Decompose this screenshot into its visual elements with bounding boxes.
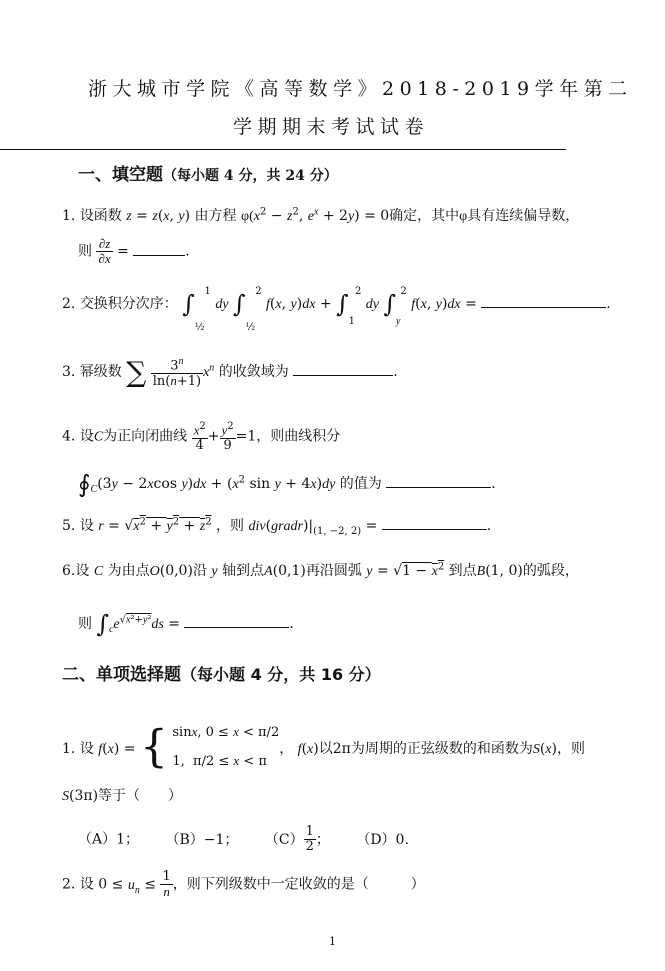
- question-text: ，则: [556, 741, 585, 757]
- question-text: 再沿圆弧: [305, 563, 362, 579]
- s1-question-1-answer: 则 $\frac{\partial z}{\partial x}$ = .: [78, 236, 190, 266]
- partial-derivative-fraction: $\frac{\partial z}{\partial x}$: [98, 236, 111, 266]
- question-text: 交换积分次序：: [79, 296, 178, 312]
- section1-title: 一、填空题: [78, 165, 163, 185]
- section1-heading: [78, 160, 338, 185]
- question-text: 到点: [448, 563, 477, 579]
- question-text: 的弧段，: [522, 563, 579, 579]
- page-title-line2: 学期期末考试试卷: [233, 116, 430, 138]
- question-number: 1.: [62, 741, 76, 757]
- s1-question-5: 5. 设 $r = √x^2 + y^2 + z^2$ ，则 $div(gradr)|_{(1, -2, 2)}$ = .: [62, 516, 492, 537]
- question-text: 幂级数: [79, 364, 122, 381]
- answer-blank[interactable]: [481, 293, 606, 308]
- question-text: 则: [78, 243, 92, 260]
- question-text: 以: [318, 741, 333, 757]
- question-text: 则: [78, 616, 92, 632]
- question-number: 2.: [62, 876, 76, 893]
- s1-question-4-integral: $∮_C(3y - 2xcos$ $y)dx + (x^2$ sin y + 4x)dy 的值为 .: [78, 470, 496, 498]
- question-number: 4.: [62, 428, 76, 445]
- question-text: ，则下列级数中一定收敛的是（ ）: [172, 876, 425, 893]
- section2-heading: [62, 660, 381, 685]
- question-text: ，则曲线积分: [256, 428, 341, 445]
- question-text: 设: [79, 428, 94, 445]
- option-c[interactable]: （C） $\frac{1}{2}$ ；: [264, 824, 330, 854]
- title-divider: [0, 149, 566, 150]
- question-text: 的值为: [339, 476, 382, 492]
- question-text: 具有连续偏导数，: [467, 208, 580, 224]
- section2-note: （每小题 4 分，共 16 分）: [181, 665, 381, 684]
- option-a[interactable]: （A）1；: [78, 831, 140, 848]
- piecewise-function: { sinx, 0 ≤ x < π/2 1, π/2 ≤ x < π: [139, 721, 280, 773]
- s1-question-3: 3. 幂级数 ∑ $\frac{3^n}{\ln(n+1)}$ $x^n$ 的收敛域为 .: [62, 355, 398, 390]
- s1-question-2: 2. 交换积分次序： $\int_{\frac{1}{2}}^1$ dy $\int_{\frac{1}{2}}^2$ f(x, $y)dx + \int_1^2$ dy $\int_y^2$ f(x, y)dx = .: [62, 286, 611, 333]
- question-number: 3.: [62, 364, 76, 381]
- question-text: 的收敛域为: [218, 364, 289, 381]
- s1-question-4: 4. 设C为正向闭曲线 $\frac{x^2}{4}$ + $\frac{y^2}{9}$ =1，则曲线积分: [62, 421, 341, 454]
- option-d[interactable]: （D）0.: [356, 831, 409, 848]
- question-text: 确定，其中: [389, 208, 460, 224]
- question-text: 为由点: [107, 563, 150, 579]
- s2-question-1: 1. 设 f(x) = { sinx, 0 ≤ x < π/2 1, π/2 ≤ x < π ， f(x)以2π为周期的正弦级数的和函数为S(x)，则: [62, 720, 585, 778]
- question-number: 6.: [62, 563, 76, 579]
- answer-blank[interactable]: [382, 515, 487, 530]
- question-text: 由方程: [194, 208, 237, 224]
- question-number: 5.: [62, 518, 76, 534]
- s2-question-2: 2. 设 $0 \le u_n$ ≤ $\frac{1}{n}$ ，则下列级数中一定收敛的是（ ）: [62, 869, 425, 899]
- s2-question-1-options: [78, 825, 409, 854]
- question-text: 设: [79, 518, 94, 534]
- s1-question-1: 1. 设函数 z = z(x, y) 由方程 $\varphi(x^2 - z^2$, $e^x + 2y) = 0$确定，其中φ具有连续偏导数，: [62, 206, 580, 224]
- question-text: 等于（ ）: [98, 788, 183, 804]
- s2-question-1-cont: S(3π)等于（ ）: [62, 788, 183, 804]
- answer-blank[interactable]: [386, 473, 491, 488]
- section1-note: （每小题 4 分，共 24 分）: [163, 168, 338, 184]
- answer-blank[interactable]: [184, 613, 289, 628]
- answer-blank[interactable]: [133, 241, 185, 256]
- s1-question-6: 6.设 C 为由点O(0,0)沿 y 轴到点A(0,1)再沿圆弧 $y = √1 - x^2$ 到点B(1, 0)的弧段，: [62, 561, 579, 579]
- question-text: 设: [79, 876, 94, 893]
- question-number: 1.: [62, 208, 76, 224]
- option-b[interactable]: （B）−1；: [165, 831, 239, 848]
- s1-question-6-integral: 则 $\int_ce^{√x^2+y^2}ds$ = .: [78, 610, 294, 638]
- question-text: ，则: [216, 518, 245, 534]
- page-number: 1: [329, 935, 336, 948]
- question-text: 为周期的正弦级数的和函数为: [350, 741, 533, 757]
- question-text: 为正向闭曲线: [103, 428, 188, 445]
- question-text: 设: [79, 741, 94, 757]
- question-text: 轴到点: [222, 563, 265, 579]
- question-number: 2.: [62, 296, 76, 312]
- question-text: 设函数: [79, 208, 122, 224]
- question-text: 设: [75, 563, 90, 579]
- page-title-line1: 浙大城市学院《高等数学》2018-2019学年第二: [88, 78, 633, 100]
- answer-blank[interactable]: [293, 361, 393, 376]
- section2-title: 二、单项选择题: [62, 665, 181, 685]
- series-term-fraction: $\frac{3^n}{\ln(n+1)}$: [152, 356, 202, 390]
- question-text: 沿: [192, 563, 207, 579]
